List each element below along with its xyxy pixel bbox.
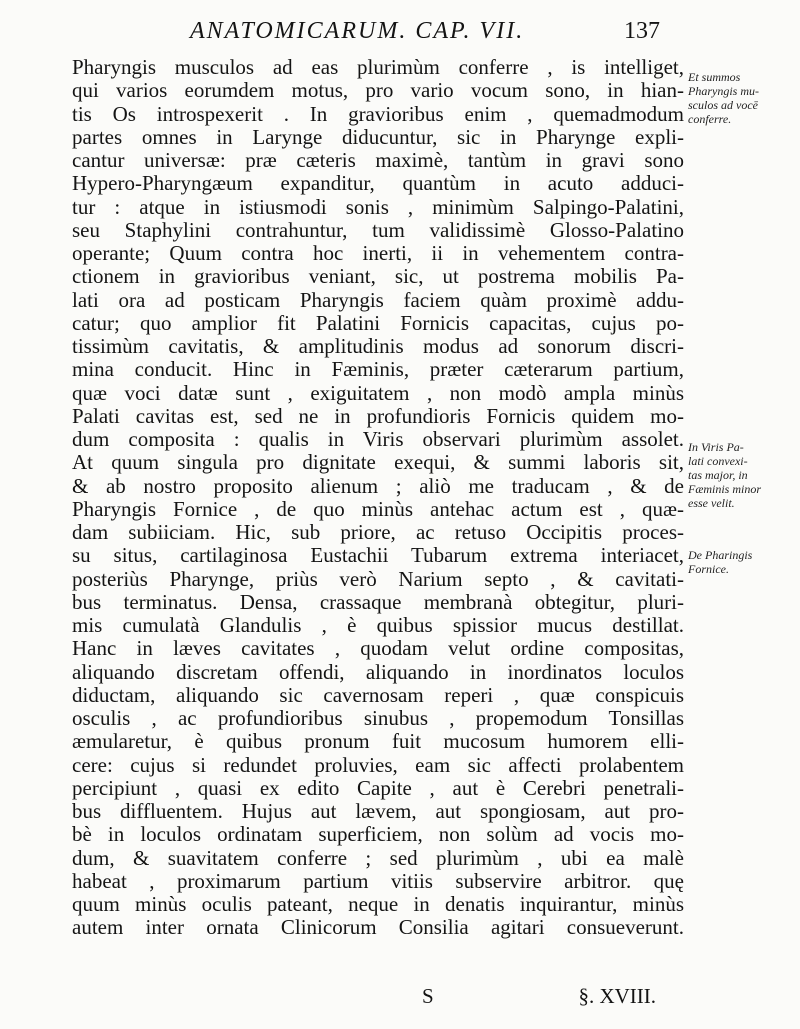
marginal-note-line: conferre. (688, 112, 732, 126)
text-line: Palati cavitas est, sed ne in profundioris Fornicis quidem mo- (72, 403, 684, 428)
text-line: partes omnes in Larynge diducuntur, sic in Pharynge expli- (72, 124, 684, 149)
text-line: catur; quo amplior fit Palatini Fornicis capacitas, cujus po- (72, 310, 684, 335)
text-line: aliquando discretam offendi, aliquando in inordinatos loculos (72, 659, 684, 684)
marginal-note-1 (688, 70, 792, 126)
text-line: qui varios eorumdem motus, pro vario vocum sono, in hian- (72, 78, 684, 103)
marginal-note-line: De Pharingis (688, 548, 753, 562)
text-line: tis Os introspexerit . In gravioribus enim , quemadmodum (72, 101, 684, 126)
text-line: su situs, cartilaginosa Eustachii Tubarum extrema interiacet, (72, 543, 684, 568)
marginal-note-line: Fornice. (688, 562, 729, 576)
text-line: bus diffluentem. Hujus aut lævem, aut spongiosam, aut pro- (72, 799, 684, 823)
marginal-note-line: lati convexi- (688, 454, 748, 468)
text-line: quæ voci datæ sunt , exiguitatem , non modò ampla minùs (72, 380, 684, 405)
text-line: bè in loculos ordinatam superficiem, non solùm ad vocis mo- (72, 822, 684, 847)
marginal-note-line: tas major, in (688, 468, 748, 482)
text-line: mina conducit. Hinc in Fæminis, præter cæterarum partium, (72, 357, 684, 382)
body-text (72, 56, 684, 940)
marginal-note-line: Fæminis minor (688, 482, 762, 496)
text-line: seu Staphylini contrahuntur, tum validissimè Glosso-Palatino (72, 217, 684, 242)
text-line: cantur universæ: præ cæteris maximè, tantùm in gravi sono (72, 148, 684, 172)
text-line: quum minùs oculis pateant, neque in denatis inquirantur, minùs (72, 892, 684, 916)
catchword: §. XVIII. (578, 984, 656, 1008)
marginal-note-line: In Viris Pa- (688, 440, 744, 454)
running-head-title: ANATOMICARUM. CAP. VII. (190, 18, 525, 44)
marginal-note-3 (688, 548, 792, 576)
text-line: posteriùs Pharynge, priùs verò Narium septo , & cavitati- (72, 566, 684, 591)
text-line: æmularetur, è quibus pronum fuit mucosum humorem elli- (72, 729, 684, 754)
catchline (72, 984, 684, 1010)
text-line: mis cumulatà Glandulis , è quibus spissior mucus destillat. (72, 613, 684, 637)
page-number: 137 (624, 18, 660, 44)
marginal-note-line: esse velit. (688, 496, 735, 510)
text-line: lati ora ad posticam Pharyngis faciem quàm proximè addu- (72, 287, 684, 312)
text-line: operante; Quum contra hoc inerti, ii in vehementem contra- (72, 241, 684, 265)
text-line: & ab nostro proposito alienum ; aliò me traducam , & de (72, 473, 684, 498)
text-line: habeat , proximarum partium vitiis subservire arbitror. quę (72, 868, 684, 893)
text-line: Pharyngis Fornice , de quo minùs antehac actum est , quæ- (72, 496, 684, 521)
marginal-note-line: Et summos (688, 70, 741, 84)
text-line: Hanc in læves cavitates , quodam velut ordine compositas, (72, 636, 684, 661)
text-line: diductam, aliquando sic cavernosam reperi , quæ conspicuis (72, 682, 684, 707)
text-line: Pharyngis musculos ad eas plurimùm conferre , is intelliget, (72, 55, 684, 79)
text-line: tissimùm cavitatis, & amplitudinis modus ad sonorum discri- (72, 334, 684, 358)
text-line: cere: cujus si redundet proluvies, eam sic affecti prolabentem (72, 752, 684, 777)
text-line: ctionem in gravioribus veniant, sic, ut postrema mobilis Pa- (72, 264, 684, 289)
text-line: autem inter ornata Clinicorum Consilia agitari consueverunt. (72, 915, 684, 940)
text-line: At quum singula pro dignitate exequi, & summi laboris sit, (72, 450, 684, 475)
marginal-note-line: sculos ad vocē (688, 98, 758, 112)
running-head (190, 18, 660, 48)
text-line: percipiunt , quasi ex edito Capite , aut è Cerebri penetrali- (72, 775, 684, 800)
marginal-note-line: Pharyngis mu- (688, 84, 759, 98)
text-line: dam subiiciam. Hic, sub priore, ac retuso Occipitis proces- (72, 520, 684, 544)
text-line: osculis , ac profundioribus sinubus , propemodum Tonsillas (72, 706, 684, 730)
text-line: tur : atque in istiusmodi sonis , minimùm Salpingo-Palatini, (72, 194, 684, 219)
text-line: bus terminatus. Densa, crassaque membranà obtegitur, pluri- (72, 589, 684, 614)
marginal-note-2 (688, 440, 792, 510)
text-line: dum composita : qualis in Viris observari plurimùm assolet. (72, 427, 684, 451)
signature-mark: S (422, 984, 434, 1008)
text-line: dum, & suavitatem conferre ; sed plurimùm , ubi ea malè (72, 845, 684, 870)
text-line: Hypero-Pharyngæum expanditur, quantùm in acuto adduci- (72, 171, 684, 196)
